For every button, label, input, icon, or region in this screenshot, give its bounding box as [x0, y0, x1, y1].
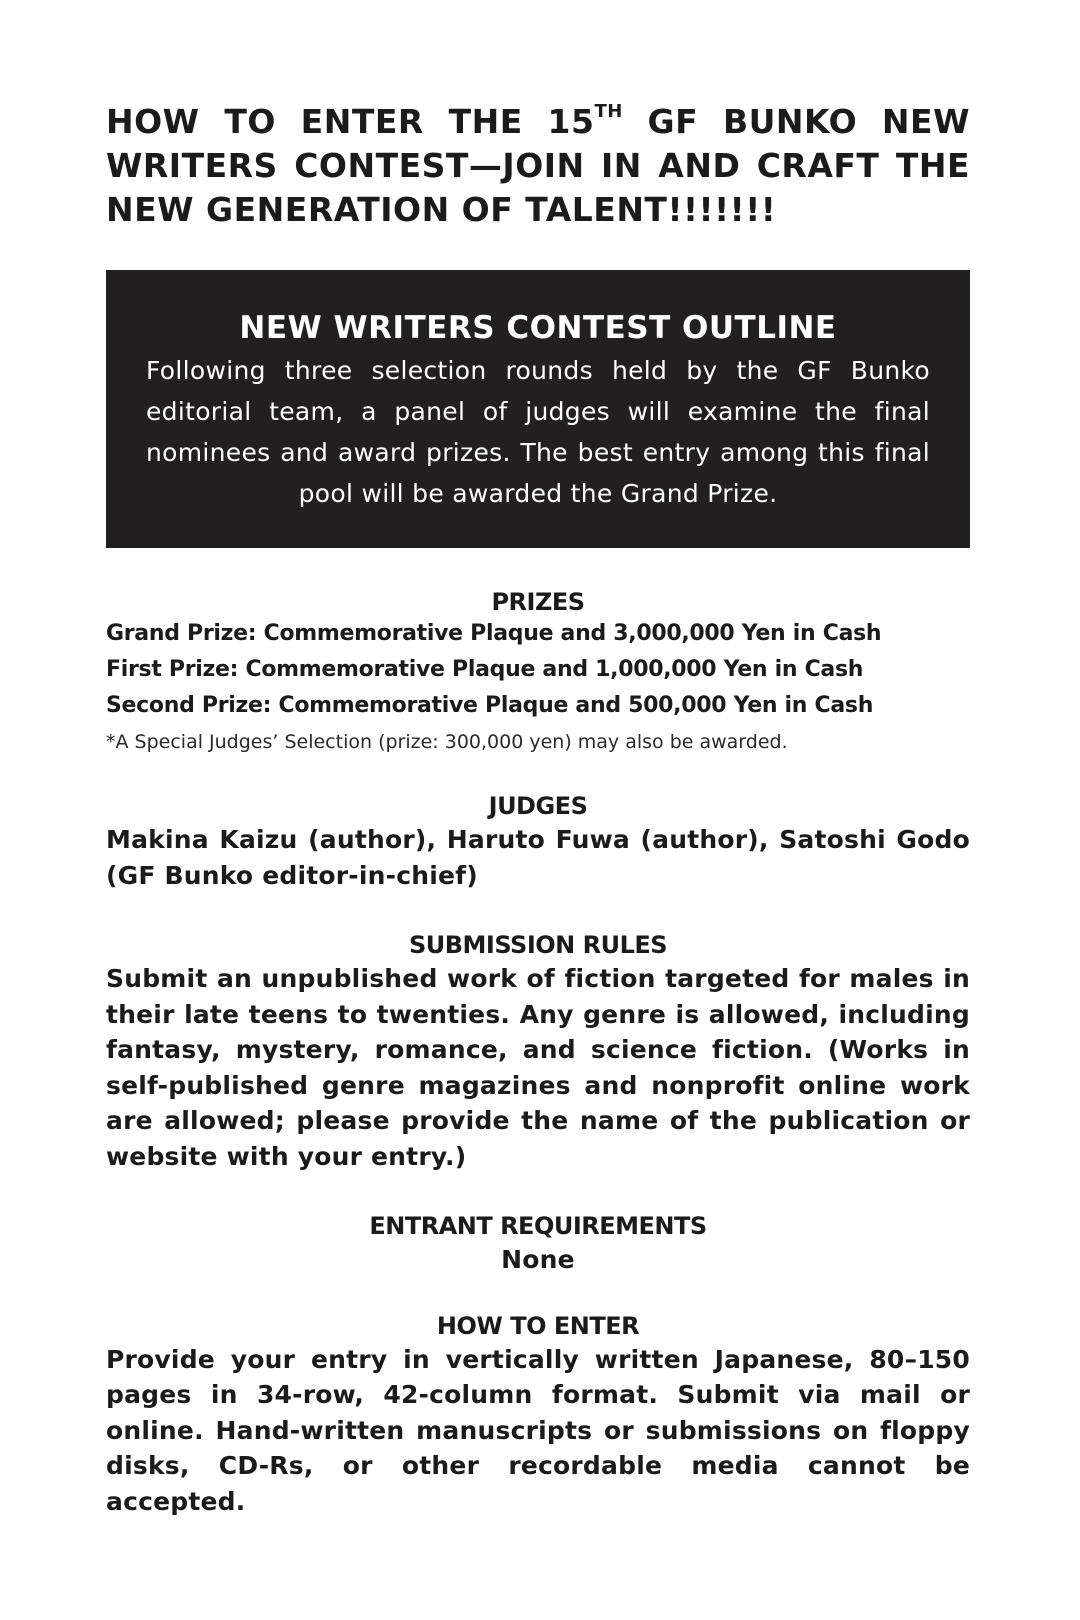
headline-line-1 [106, 100, 970, 144]
page-headline [106, 100, 970, 232]
entrant-requirements-section [106, 1212, 970, 1278]
submission-rules-section [106, 931, 970, 1174]
submission-rules-text: Submit an unpublished work of fiction targeted for males in their late teens to twenties. Any genre is allowed, including fantasy, mystery, romance, and science fiction. (Works in self-published genre magazines and nonprofit online work are allowed; please provide the name of the publication or website with your entry.) [106, 964, 970, 1171]
second-prize: Second Prize: Commemorative Plaque and 500,000 Yen in Cash [106, 693, 874, 718]
prizes-heading: PRIZES [491, 588, 585, 616]
how-to-enter-section [106, 1312, 970, 1520]
outline-text: Following three selection rounds held by the GF Bunko editorial team, a panel of judges will examine the final nominees and award prizes. The best entry among this final pool will be awarded the Grand Prize. [146, 356, 930, 508]
how-to-enter-text: Provide your entry in vertically written Japanese, 80–150 pages in 34-row, 42-column format. Submit via mail or online. Hand-written manuscripts or submissions on floppy disks, CD-Rs, or other recordable media cannot be accepted. [106, 1344, 970, 1516]
judges-text: Makina Kaizu (author), Haruto Fuwa (author), Satoshi Godo (GF Bunko editor-in-chief) [106, 825, 970, 890]
judges-section [106, 792, 970, 893]
judges-heading: JUDGES [488, 792, 588, 820]
grand-prize: Grand Prize: Commemorative Plaque and 3,000,000 Yen in Cash [106, 621, 882, 646]
headline-line-3: NEW GENERATION OF TALENT!!!!!!! [106, 190, 777, 229]
entrant-requirements-text: None [501, 1245, 575, 1274]
special-selection-note: *A Special Judges’ Selection (prize: 300,000 yen) may also be awarded. [106, 731, 788, 753]
headline-line-2: WRITERS CONTEST—JOIN IN AND CRAFT THE [106, 146, 970, 185]
page [106, 100, 970, 1519]
contest-outline-box [106, 270, 970, 548]
submission-rules-heading: SUBMISSION RULES [408, 931, 668, 959]
how-to-enter-heading: HOW TO ENTER [436, 1311, 640, 1340]
prizes-section [106, 588, 970, 760]
outline-title: NEW WRITERS CONTEST OUTLINE [239, 310, 837, 346]
headline-superscript: TH [594, 101, 623, 122]
first-prize: First Prize: Commemorative Plaque and 1,000,000 Yen in Cash [106, 657, 864, 682]
entrant-requirements-heading: ENTRANT REQUIREMENTS [369, 1212, 707, 1240]
headline-text: HOW TO ENTER THE 15 [106, 102, 595, 141]
headline-text: GF BUNKO NEW [622, 102, 970, 141]
